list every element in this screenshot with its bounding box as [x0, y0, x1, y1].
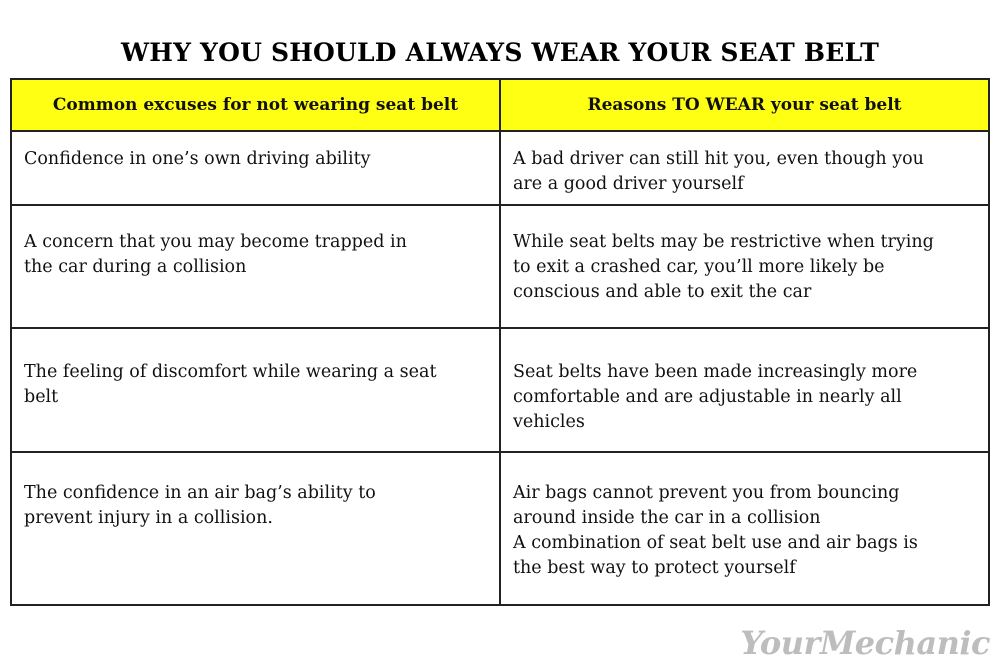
comparison-table [10, 78, 990, 606]
excuse-text: the car during a collision [24, 257, 247, 277]
reason-text: Seat belts have been made increasingly more [513, 362, 918, 382]
header-excuses: Common excuses for not wearing seat belt [11, 79, 500, 131]
table-row [11, 131, 989, 205]
reason-text: comfortable and are adjustable in nearly all [513, 387, 902, 407]
yourmechanic-watermark-logo: YourMechanic [740, 624, 990, 662]
excuse-text: A concern that you may become trapped in [24, 232, 407, 252]
page-title: WHY YOU SHOULD ALWAYS WEAR YOUR SEAT BELT [121, 38, 879, 67]
reason-text: around inside the car in a collision [513, 508, 821, 528]
excuse-text: The confidence in an air bag’s ability to [24, 483, 376, 503]
excuse-cell [11, 205, 500, 328]
reason-text: A combination of seat belt use and air bags is [513, 533, 918, 553]
table-row [11, 328, 989, 452]
reason-text: are a good driver yourself [513, 174, 744, 194]
reason-text: to exit a crashed car, you’ll more likely be [513, 257, 885, 277]
table-row [11, 452, 989, 605]
table-row [11, 205, 989, 328]
excuse-cell [11, 452, 500, 605]
reason-cell [500, 205, 989, 328]
excuse-text: prevent injury in a collision. [24, 508, 273, 528]
header-reasons: Reasons TO WEAR your seat belt [500, 79, 989, 131]
reason-text: While seat belts may be restrictive when trying [513, 232, 934, 252]
reason-text: conscious and able to exit the car [513, 282, 812, 302]
reason-text: Air bags cannot prevent you from bouncing [513, 483, 900, 503]
table-header-row [11, 79, 989, 131]
reason-cell [500, 131, 989, 205]
reason-text: the best way to protect yourself [513, 558, 796, 578]
excuse-cell [11, 131, 500, 205]
reason-text: A bad driver can still hit you, even though you [513, 149, 924, 169]
excuse-text: belt [24, 387, 59, 407]
excuse-cell [11, 328, 500, 452]
excuse-text: Confidence in one’s own driving ability [24, 149, 371, 169]
reason-cell [500, 452, 989, 605]
reason-text: vehicles [513, 412, 585, 432]
excuse-text: The feeling of discomfort while wearing a seat [24, 362, 437, 382]
reason-cell [500, 328, 989, 452]
